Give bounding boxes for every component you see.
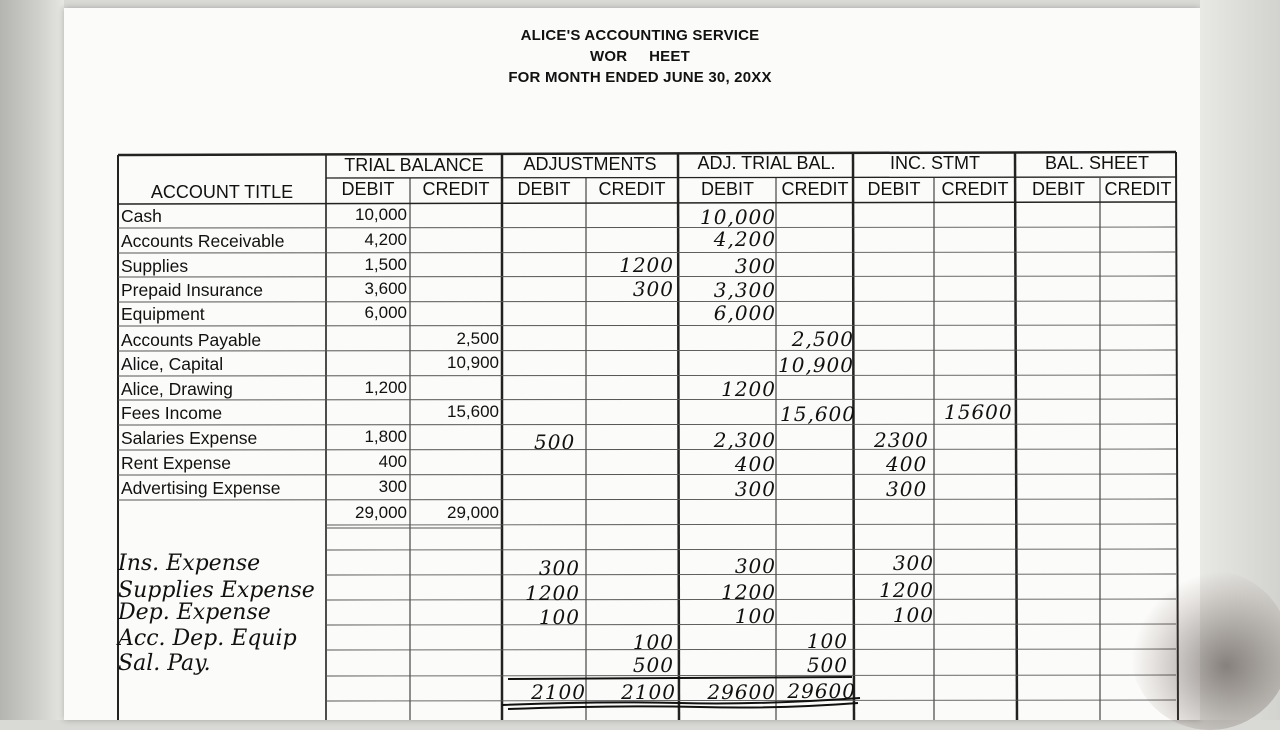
tb-debit: 10,000 <box>355 205 407 224</box>
is-debit: 400 <box>886 452 928 476</box>
atb-debit: 2,300 <box>713 428 776 452</box>
account-title: Prepaid Insurance <box>121 280 264 300</box>
is-debit: 2300 <box>874 428 929 452</box>
atb-credit: 10,900 <box>778 353 854 377</box>
document-title: WOR HEET <box>590 48 690 65</box>
adj-debit-total: 2100 <box>531 680 586 704</box>
tb-total-debit: 29,000 <box>355 503 407 522</box>
adj-credit-header: CREDIT <box>598 179 666 199</box>
tb-credit-header: CREDIT <box>422 179 490 199</box>
account-title: Accounts Payable <box>121 330 262 350</box>
is-debit: 100 <box>892 603 934 627</box>
atb-debit: 1200 <box>721 377 776 401</box>
atb-debit: 300 <box>734 554 776 578</box>
adj-credit: 500 <box>632 653 674 677</box>
adj-debit: 500 <box>534 430 576 454</box>
tb-debit: 3,600 <box>364 279 407 298</box>
atb-debit: 300 <box>734 477 776 501</box>
atb-debit: 400 <box>734 452 776 476</box>
account-title: Cash <box>121 206 162 226</box>
tb-debit: 300 <box>378 477 407 496</box>
is-debit: 300 <box>892 551 934 575</box>
tb-debit: 1,800 <box>364 427 407 446</box>
tb-debit: 1,200 <box>364 378 407 397</box>
tb-total-credit: 29,000 <box>447 503 499 522</box>
adj-debit: 100 <box>538 605 580 629</box>
period-line: FOR MONTH ENDED JUNE 30, 20XX <box>508 69 772 86</box>
tb-credit: 10,900 <box>447 353 499 372</box>
atb-credit-header: CREDIT <box>781 179 849 199</box>
tb-debit-header: DEBIT <box>341 179 395 199</box>
header-inc-stmt: INC. STMT <box>890 153 980 173</box>
header-bal-sheet: BAL. SHEET <box>1044 153 1150 173</box>
is-credit: 15600 <box>944 400 1013 424</box>
atb-debit: 300 <box>734 254 776 278</box>
tb-credit: 2,500 <box>456 329 499 348</box>
adj-credit: 1200 <box>619 253 674 277</box>
account-title: Equipment <box>121 304 205 324</box>
account-title: Alice, Capital <box>121 354 224 374</box>
bs-debit-header: DEBIT <box>1031 179 1085 199</box>
tb-credit: 15,600 <box>447 402 499 421</box>
is-debit: 300 <box>886 477 928 501</box>
adj-credit: 100 <box>632 630 674 654</box>
account-title: Supplies <box>121 256 189 276</box>
adj-debit: 300 <box>538 556 580 580</box>
atb-debit: 6,000 <box>713 301 776 325</box>
is-debit-header: DEBIT <box>867 179 921 199</box>
account-title: Advertising Expense <box>121 478 281 498</box>
atb-credit-total: 29600 <box>787 679 856 703</box>
account-title: Alice, Drawing <box>121 379 233 399</box>
tb-debit: 6,000 <box>364 303 407 322</box>
atb-credit: 100 <box>806 629 848 653</box>
adj-credit-total: 2100 <box>621 680 676 704</box>
handwritten-account-title: Sal. Pay. <box>118 651 211 676</box>
adj-debit: 1200 <box>525 581 580 605</box>
atb-debit: 4,200 <box>713 227 776 251</box>
header-account-title: ACCOUNT TITLE <box>150 182 294 202</box>
tb-debit: 400 <box>378 452 407 471</box>
handwritten-account-title: Supplies Expense <box>118 578 315 603</box>
atb-credit: 500 <box>806 653 848 677</box>
tb-debit: 1,500 <box>364 255 407 274</box>
atb-debit: 3,300 <box>713 278 776 302</box>
atb-debit-total: 29600 <box>707 680 776 704</box>
account-title: Fees Income <box>121 403 223 423</box>
adj-debit-header: DEBIT <box>517 179 571 199</box>
hand-shadow <box>1130 570 1280 730</box>
header-trial-balance: TRIAL BALANCE <box>344 155 484 175</box>
adj-credit: 300 <box>632 277 674 301</box>
header-adj-trial-bal: ADJ. TRIAL BAL. <box>697 153 836 173</box>
atb-debit: 1200 <box>721 580 776 604</box>
atb-debit-header: DEBIT <box>700 179 754 199</box>
company-name: ALICE'S ACCOUNTING SERVICE <box>520 27 760 44</box>
atb-debit: 100 <box>734 604 776 628</box>
handwritten-account-title: Ins. Expense <box>118 551 261 576</box>
header-adjustments: ADJUSTMENTS <box>523 154 657 174</box>
atb-credit: 15,600 <box>780 402 856 426</box>
account-title: Rent Expense <box>121 453 231 473</box>
handwritten-account-title: Dep. Expense <box>118 600 271 625</box>
is-credit-header: CREDIT <box>941 179 1009 199</box>
atb-debit: 10,000 <box>700 205 776 229</box>
atb-credit: 2,500 <box>791 327 854 351</box>
handwritten-account-title: Acc. Dep. Equip <box>118 626 297 651</box>
is-debit: 1200 <box>879 578 934 602</box>
bs-credit-header: CREDIT <box>1104 179 1172 199</box>
account-title: Salaries Expense <box>121 428 258 448</box>
account-title: Accounts Receivable <box>121 231 285 251</box>
tb-debit: 4,200 <box>364 230 407 249</box>
